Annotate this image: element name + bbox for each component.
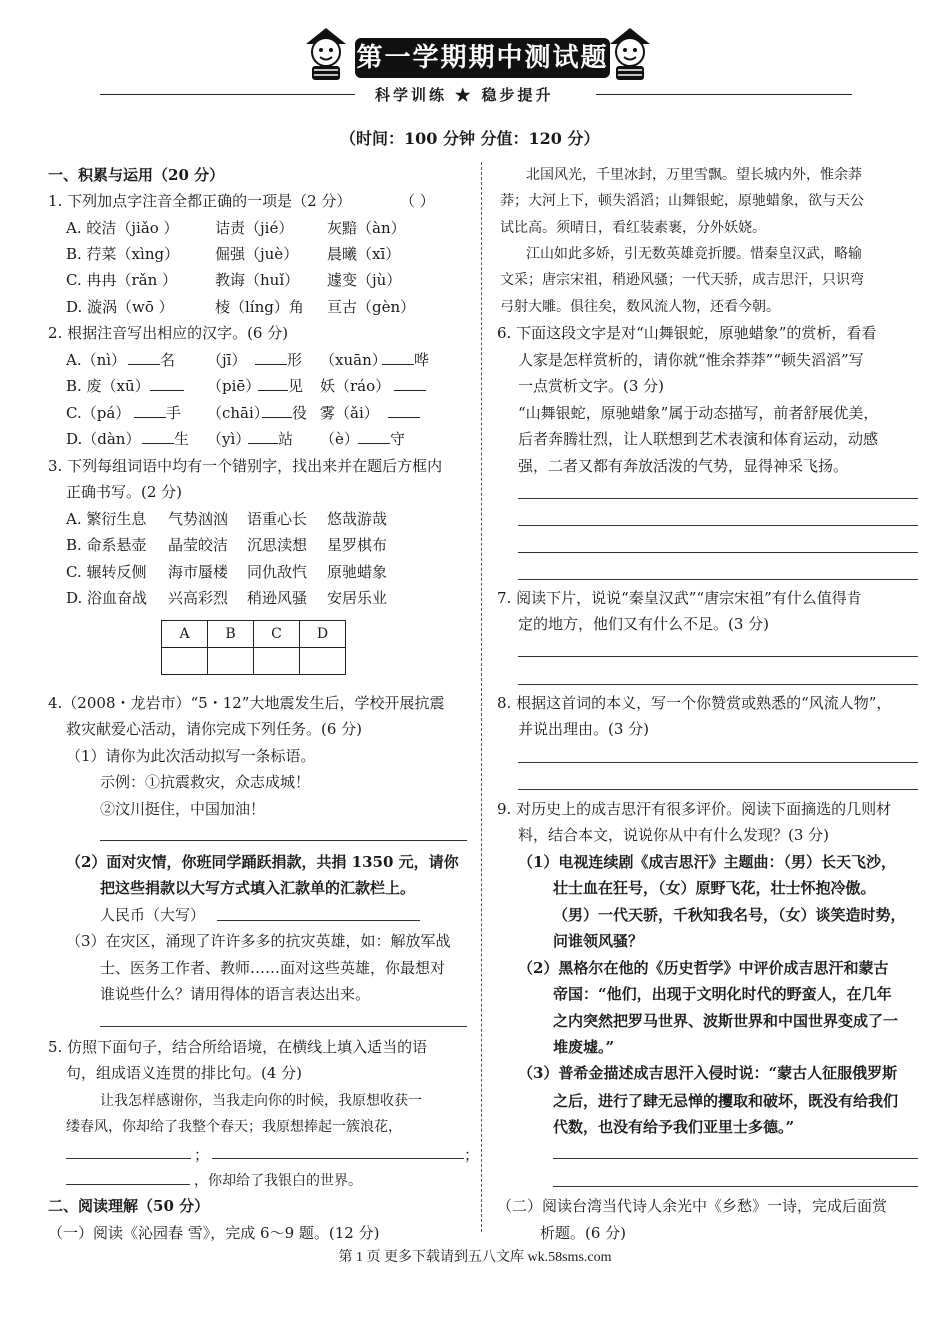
q4-example-2: ②汶川挺住，中国加油！ xyxy=(100,800,266,818)
q6-example-3: 强，二者又都有奔放活泼的气势，显得神采飞扬。 xyxy=(518,457,849,475)
section-2-title: 二、阅读理解（50 分） xyxy=(48,1197,210,1215)
q3-a-3: 语重心长 xyxy=(247,510,308,528)
q9-answer-line-2[interactable] xyxy=(553,1186,918,1187)
q1-option-c: C. 冉冉（rǎn ） xyxy=(66,271,178,289)
q2-d-blank2[interactable] xyxy=(248,426,293,452)
slogan-rule-right xyxy=(596,94,852,95)
q1-option-a-2: 诘责（jié） xyxy=(215,219,294,237)
q6-example-1: “山舞银蛇，原驰蜡象”属于动态描写，前者舒展优美， xyxy=(518,404,879,422)
q2-d-word3: 守 xyxy=(390,430,406,448)
q9-2-line-1: （2）黑格尔在他的《历史哲学》中评价成吉思汗和蒙古 xyxy=(518,959,889,977)
q1-option-d-3: 亘古（gèn） xyxy=(327,298,416,316)
q9-3-line-3: 代数，也没有给予我们亚里士多德。” xyxy=(553,1118,795,1136)
q2-c-word2: 役 xyxy=(292,404,308,422)
q1-option-b-2: 倔强（juè） xyxy=(215,245,299,263)
q2-a-blank1[interactable] xyxy=(128,347,175,373)
q1-option-b-3: 晨曦（xī） xyxy=(327,245,401,263)
q3-table-cell-b[interactable] xyxy=(208,648,254,675)
q3-b-1: B. 命系悬壶 xyxy=(66,536,147,554)
q3-text-1: 3. 下列每组词语中均有一个错别字，找出来并在题后方框内 xyxy=(48,457,443,475)
q2-d-1: D.（dàn） xyxy=(66,430,141,448)
q3-b-2: 晶莹皎洁 xyxy=(168,536,229,554)
q2-d-word1: 生 xyxy=(174,430,190,448)
q3-answer-table xyxy=(161,620,346,675)
q2-a-blank3[interactable] xyxy=(382,347,429,373)
q1-option-a: A. 皎洁（jiǎo ） xyxy=(66,219,179,237)
poem-line-2: 莽；大河上下，顿失滔滔；山舞银蛇，原驰蜡象，欲与天公 xyxy=(500,193,864,209)
q2-a-1: A.（nì） xyxy=(66,351,127,369)
q9-text-2: 料，结合本文，说说你从中有什么发现？(3 分) xyxy=(518,826,830,844)
q9-3-line-2: 之后，进行了肆无忌惮的攫取和破坏，既没有给我们 xyxy=(553,1092,899,1110)
q3-d-2: 兴高彩烈 xyxy=(168,589,229,607)
q3-a-2: 气势汹汹 xyxy=(168,510,229,528)
q3-table-cell-c[interactable] xyxy=(254,648,300,675)
q3-table-head-b: B xyxy=(208,621,254,648)
q3-b-4: 星罗棋布 xyxy=(327,536,388,554)
q6-answer-line-1[interactable] xyxy=(518,498,918,499)
q4-2-text-2: 把这些捐款以大写方式填入汇款单的汇款栏上。 xyxy=(100,879,416,897)
q2-c-blank2[interactable] xyxy=(262,400,307,426)
q9-2-line-2: 帝国：“他们，出现于文明化时代的野蛮人，在几年 xyxy=(553,985,892,1003)
poem-line-4: 江山如此多娇，引无数英雄竞折腰。惜秦皇汉武，略输 xyxy=(526,246,862,262)
q7-answer-line-1[interactable] xyxy=(518,656,918,657)
q9-1-line-3: （男）一代天骄，千秋知我名号，（女）谈笑造时势， xyxy=(553,906,906,924)
q3-b-3: 沉思渎想 xyxy=(247,536,308,554)
q4-3-text-1: （3）在灾区，涌现了许许多多的抗灾英雄，如：解放军战 xyxy=(66,932,451,950)
q4-text-2: 救灾献爱心活动，请你完成下列任务。(6 分) xyxy=(66,720,363,738)
poem-line-3: 试比高。须晴日，看红装素裹，分外妖娆。 xyxy=(500,220,766,236)
page-footer: 第 1 页 更多下载请到五八文库 wk.58sms.com xyxy=(338,1250,612,1265)
q9-1-line-4: 问谁领风骚？ xyxy=(553,932,644,950)
q5-fill-1[interactable] xyxy=(66,1158,191,1159)
q9-1-line-2: 壮士血在狂号，（女）原野飞花，壮士怀抱冷傲。 xyxy=(553,879,876,897)
q2-a-blank2[interactable] xyxy=(255,347,302,373)
q5-example-1: 让我怎样感谢你，当我走向你的时候，我原想收获一 xyxy=(100,1093,422,1109)
q2-c-3: 雾（ǎi） xyxy=(320,404,379,422)
q3-table-head-a: A xyxy=(162,621,208,648)
q9-text-1: 9. 对历史上的成吉思汗有很多评价。阅读下面摘选的几则材 xyxy=(497,800,892,818)
q3-d-3: 稍逊风骚 xyxy=(247,589,308,607)
q4-1-answer-line[interactable] xyxy=(100,840,467,841)
q4-text-1: 4.（2008・龙岩市）“5・12”大地震发生后，学校开展抗震 xyxy=(48,694,445,712)
q9-2-line-3: 之内突然把罗马世界、波斯世界和中国世界变成了一 xyxy=(553,1012,899,1030)
q5-text-2: 句，组成语义连贯的排比句。(4 分) xyxy=(66,1064,303,1082)
q6-text-2: 人家是怎样赏析的，请你就“惟余莽莽”“顿失滔滔”写 xyxy=(518,351,864,369)
q2-d-word2: 站 xyxy=(278,430,294,448)
part-2-title-1: （二）阅读台湾当代诗人余光中《乡愁》一诗，完成后面赏 xyxy=(497,1197,888,1215)
q2-b-word2: 见 xyxy=(288,377,304,395)
q2-a-3: （xuān） xyxy=(320,351,387,369)
q2-c-blank3[interactable] xyxy=(388,400,420,426)
q1-option-a-3: 灰黯（àn） xyxy=(327,219,406,237)
q3-a-1: A. 繁衍生息 xyxy=(66,510,147,528)
q3-table-head-d: D xyxy=(300,621,346,648)
q8-answer-line-1[interactable] xyxy=(518,762,918,763)
slogan: 科学训练 ★ 稳步提升 xyxy=(375,86,554,104)
q5-fill-2[interactable] xyxy=(212,1158,464,1159)
part-2-title-2: 析题。(6 分) xyxy=(540,1224,627,1242)
q8-text-1: 8. 根据这首词的本义，写一个你赞赏或熟悉的“风流人物”， xyxy=(497,694,892,712)
q2-a-word3: 哗 xyxy=(414,351,430,369)
q2-b-3: 妖（ráo） xyxy=(320,377,391,395)
q9-2-line-4: 堆废墟。” xyxy=(553,1038,615,1056)
q6-text-3: 一点赏析文字。(3 分) xyxy=(518,377,665,395)
q3-c-3: 同仇敌忾 xyxy=(247,563,308,581)
q2-text: 2. 根据注音写出相应的汉字。(6 分) xyxy=(48,324,289,342)
q6-answer-line-3[interactable] xyxy=(518,552,918,553)
q8-answer-line-2[interactable] xyxy=(518,789,918,790)
q8-text-2: 并说出理由。(3 分) xyxy=(518,720,650,738)
q5-fill-sep-2: ； xyxy=(464,1146,480,1164)
q9-answer-line-1[interactable] xyxy=(553,1158,918,1159)
q1-option-d-2: 棱（líng）角 xyxy=(215,298,304,316)
q6-answer-line-2[interactable] xyxy=(518,525,918,526)
section-1-title: 一、积累与运用（20 分） xyxy=(48,166,225,184)
q4-2-text-1: （2）面对灾情，你班同学踊跃捐款，共捐 1350 元，请你 xyxy=(66,853,459,871)
q6-example-2: 后者奔腾壮烈，让人联想到艺术表演和体育运动，动感 xyxy=(518,430,879,448)
q2-d-blank1[interactable] xyxy=(142,426,189,452)
q7-text-2: 定的地方，他们又有什么不足。(3 分) xyxy=(518,615,770,633)
q2-c-blank1[interactable] xyxy=(134,400,181,426)
q2-a-word1: 名 xyxy=(160,351,176,369)
q1-text: 1. 下列加点字注音全都正确的一项是（2 分） xyxy=(48,192,352,210)
q2-b-blank3[interactable] xyxy=(394,373,426,399)
q2-d-3: （è） xyxy=(320,430,359,448)
q3-c-4: 原驰蜡象 xyxy=(327,563,388,581)
q5-fill-3[interactable] xyxy=(66,1184,190,1185)
time-info: （时间：100 分钟 分值：120 分） xyxy=(340,129,600,148)
q2-d-2: （yì） xyxy=(207,430,251,448)
q5-text-1: 5. 仿照下面句子，结合所给语境，在横线上填入适当的语 xyxy=(48,1038,428,1056)
q3-c-2: 海市蜃楼 xyxy=(168,563,229,581)
q3-text-2: 正确书写。(2 分) xyxy=(66,483,183,501)
q2-c-word1: 手 xyxy=(166,404,182,422)
page-title: 第一学期期中测试题 xyxy=(355,38,610,78)
q4-3-answer-line[interactable] xyxy=(100,1026,467,1027)
q3-a-4: 悠哉游哉 xyxy=(327,510,388,528)
q3-table-head-c: C xyxy=(254,621,300,648)
q2-b-blank1[interactable] xyxy=(150,373,184,399)
column-divider xyxy=(481,162,482,1232)
q2-c-2: （chāi） xyxy=(207,404,269,422)
q6-text-1: 6. 下面这段文字是对“山舞银蛇，原驰蜡象”的赏析，看看 xyxy=(497,324,877,342)
q4-2-rmb-input[interactable] xyxy=(217,920,420,921)
q4-1-text: （1）请你为此次活动拟写一条标语。 xyxy=(66,747,316,765)
q5-example-2: 缕春风，你却给了我整个春天；我原想捧起一簇浪花， xyxy=(66,1119,402,1135)
q4-3-text-3: 谁说些什么？请用得体的语言表达出来。 xyxy=(100,985,371,1003)
q1-option-c-3: 遽变（jù） xyxy=(327,271,402,289)
poem-line-1: 北国风光，千里冰封，万里雪飘。望长城内外，惟余莽 xyxy=(526,167,862,183)
q3-d-1: D. 浴血奋战 xyxy=(66,589,148,607)
q1-option-b: B. 荇菜（xìng） xyxy=(66,245,180,263)
q2-b-blank2[interactable] xyxy=(258,373,303,399)
part-1-title: （一）阅读《沁园春 雪》，完成 6～9 题。(12 分) xyxy=(48,1224,380,1242)
q6-answer-line-4[interactable] xyxy=(518,579,918,580)
q3-table-cell-a[interactable] xyxy=(162,648,208,675)
q9-1-line-1: （1）电视连续剧《成吉思汗》主题曲：（男）长天飞沙， xyxy=(518,853,896,871)
q5-fill-sep: ； xyxy=(194,1146,210,1164)
q3-c-1: C. 辗转反侧 xyxy=(66,563,147,581)
q1-answer-paren: （ ） xyxy=(400,192,435,210)
q3-d-4: 安居乐业 xyxy=(327,589,388,607)
q2-b-1: B. 废（xū） xyxy=(66,377,150,395)
q3-table-cell-d[interactable] xyxy=(300,648,346,675)
poem-line-6: 弓射大雕。俱往矣，数风流人物，还看今朝。 xyxy=(500,299,780,315)
mascot-right-icon xyxy=(604,26,656,82)
q4-example-1: 示例：①抗震救灾，众志成城！ xyxy=(100,773,311,791)
q7-answer-line-2[interactable] xyxy=(518,684,918,685)
q2-d-blank3[interactable] xyxy=(358,426,405,452)
q9-3-line-1: （3）普希金描述成吉思汗入侵时说：“蒙古人征服俄罗斯 xyxy=(518,1064,898,1082)
q1-option-d: D. 漩涡（wō ） xyxy=(66,298,174,316)
q4-2-rmb-label: 人民币（大写） xyxy=(100,906,206,924)
q1-option-c-2: 教诲（huǐ） xyxy=(215,271,300,289)
mascot-left-icon xyxy=(300,26,352,82)
slogan-rule-left xyxy=(100,94,355,95)
q4-3-text-2: 士、医务工作者、教师……面对这些英雄，你最想对 xyxy=(100,959,446,977)
q2-a-word2: 形 xyxy=(287,351,303,369)
q2-c-1: C.（pá） xyxy=(66,404,131,422)
q2-a-2: （jī） xyxy=(207,351,247,369)
q7-text-1: 7. 阅读下片，说说“秦皇汉武”“唐宗宋祖”有什么值得肯 xyxy=(497,589,862,607)
q2-b-2: （piē） xyxy=(207,377,261,395)
q5-fill-end: ，你却给了我银白的世界。 xyxy=(194,1173,362,1189)
poem-line-5: 文采；唐宗宋祖，稍逊风骚；一代天骄，成吉思汗，只识弯 xyxy=(500,272,864,288)
